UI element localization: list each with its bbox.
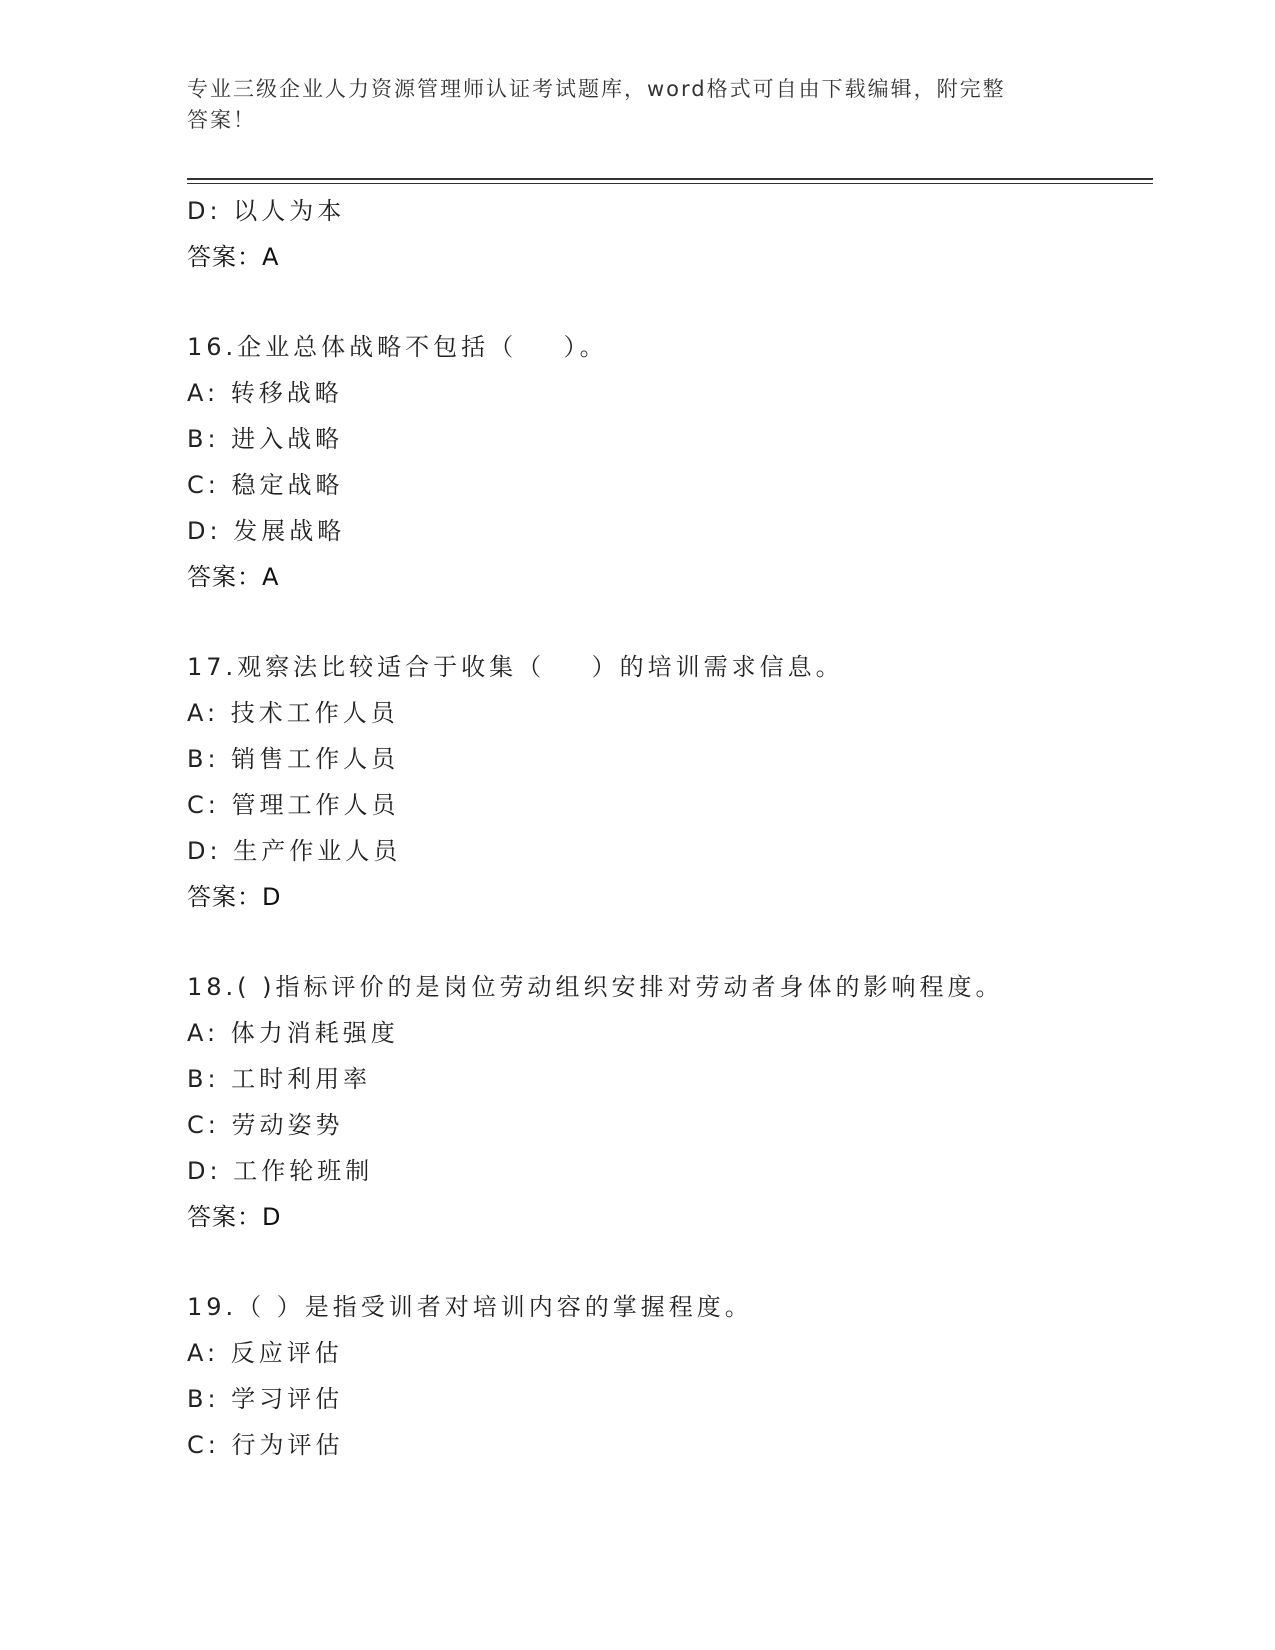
question-16 — [187, 324, 1153, 600]
document-header — [187, 74, 1087, 136]
answer-line: 答案：A — [187, 243, 280, 271]
option-a: A: 技术工作人员 — [187, 699, 399, 727]
header-line-2: 答案！ — [187, 108, 256, 132]
spacer — [187, 280, 1153, 324]
question-15-tail — [187, 188, 1153, 280]
option-d: D: 生产作业人员 — [187, 837, 402, 865]
question-text: 16.企业总体战略不包括（ ）。 — [187, 333, 608, 361]
option-d: D: 以人为本 — [187, 197, 346, 225]
header-line-1: 专业三级企业人力资源管理师认证考试题库，word格式可自由下载编辑，附完整 — [187, 77, 1006, 101]
header-divider-thin — [187, 183, 1153, 184]
question-list — [187, 188, 1153, 1468]
option-c: C: 行为评估 — [187, 1431, 344, 1459]
option-d: D: 发展战略 — [187, 517, 346, 545]
option-c: C: 管理工作人员 — [187, 791, 400, 819]
option-c: C: 稳定战略 — [187, 471, 344, 499]
question-text: 18.( )指标评价的是岗位劳动组织安排对劳动者身体的影响程度。 — [187, 973, 1004, 1001]
answer-line: 答案：D — [187, 1203, 282, 1231]
question-19 — [187, 1284, 1153, 1468]
option-c: C: 劳动姿势 — [187, 1111, 344, 1139]
option-b: B: 学习评估 — [187, 1385, 344, 1413]
spacer — [187, 920, 1153, 964]
question-17 — [187, 644, 1153, 920]
answer-line: 答案：A — [187, 563, 280, 591]
option-a: A: 体力消耗强度 — [187, 1019, 399, 1047]
question-18 — [187, 964, 1153, 1240]
option-a: A: 转移战略 — [187, 379, 343, 407]
spacer — [187, 600, 1153, 644]
header-divider-thick — [187, 178, 1153, 180]
option-b: B: 进入战略 — [187, 425, 344, 453]
answer-line: 答案：D — [187, 883, 282, 911]
option-b: B: 工时利用率 — [187, 1065, 372, 1093]
option-a: A: 反应评估 — [187, 1339, 343, 1367]
option-b: B: 销售工作人员 — [187, 745, 400, 773]
question-text: 17.观察法比较适合于收集（ ）的培训需求信息。 — [187, 653, 844, 681]
question-text: 19.（ ）是指受训者对培训内容的掌握程度。 — [187, 1293, 753, 1321]
option-d: D: 工作轮班制 — [187, 1157, 374, 1185]
spacer — [187, 1240, 1153, 1284]
